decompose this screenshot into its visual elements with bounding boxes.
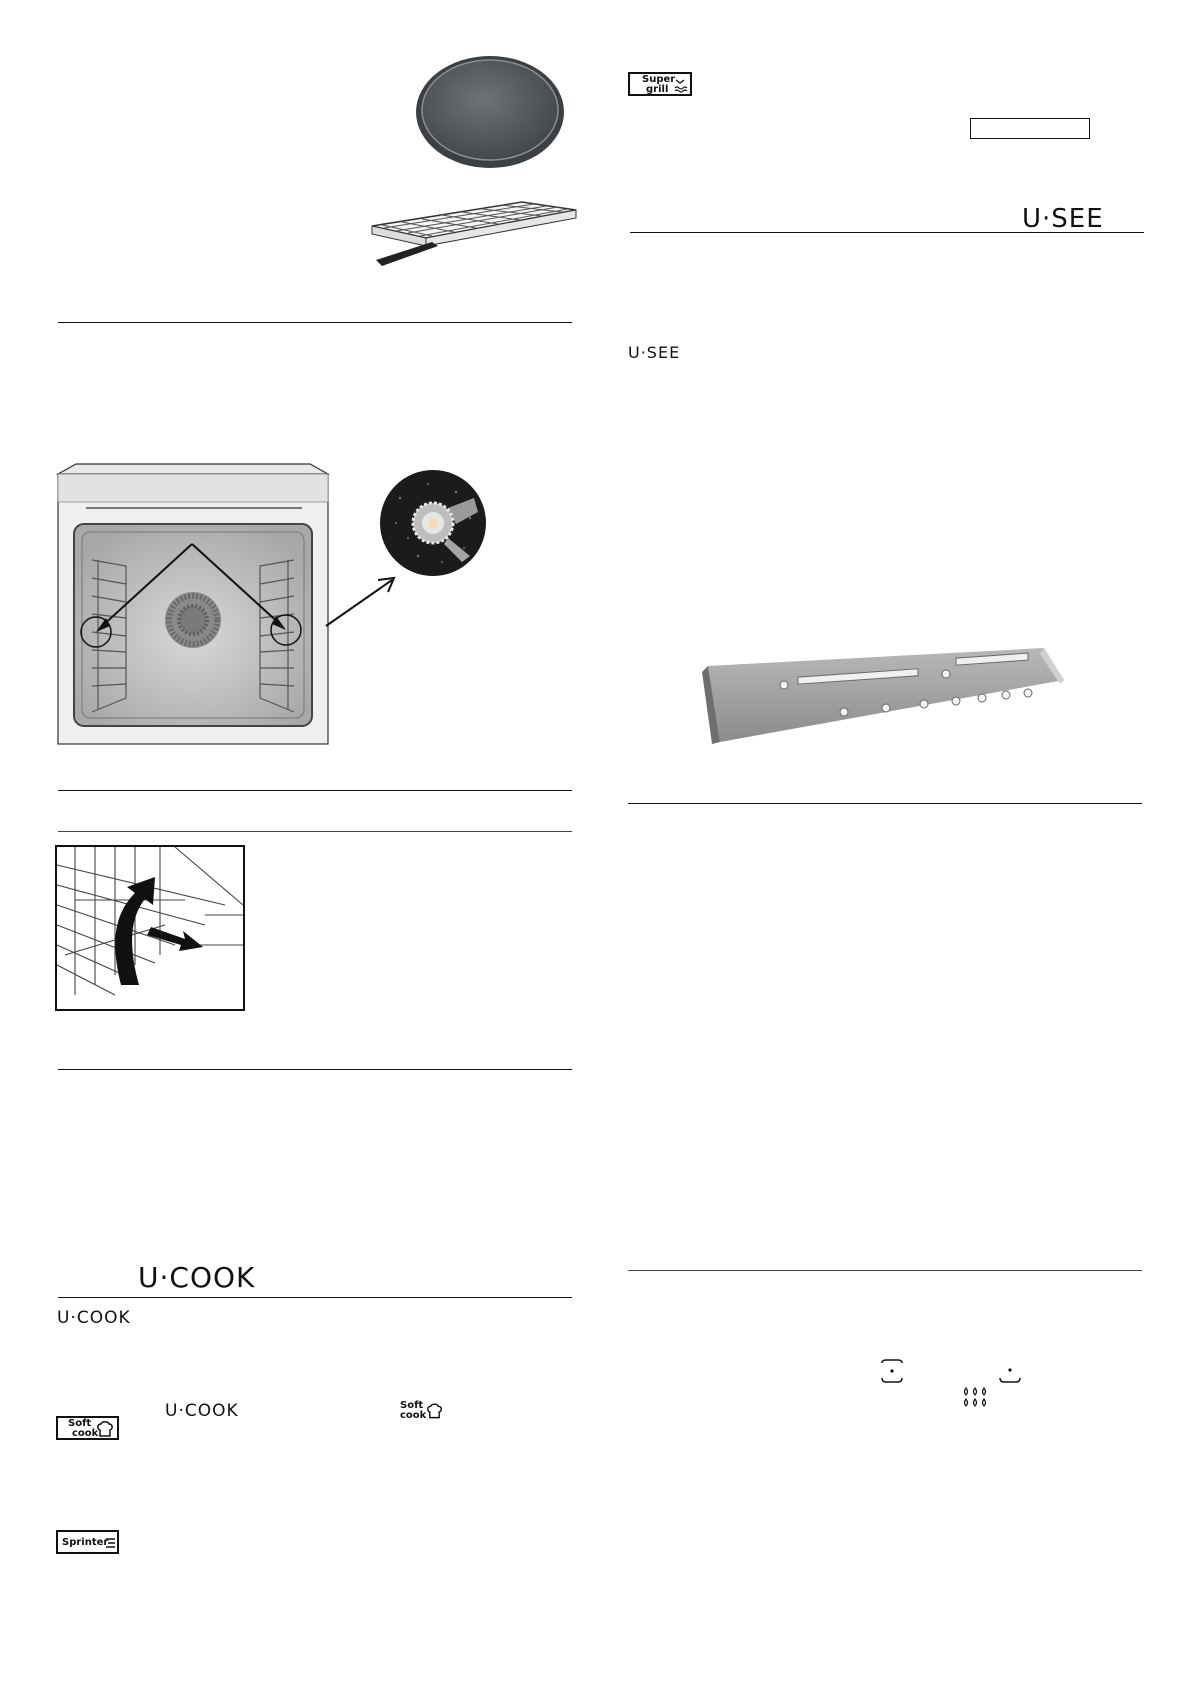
shelf-support-removal-diagram	[55, 845, 245, 1011]
speed-lines-icon	[105, 1538, 116, 1548]
ucook-inline-logo: U·COOK	[57, 1308, 131, 1328]
supergrill-badge-line2: grill	[646, 84, 669, 95]
section-divider	[628, 1270, 1142, 1271]
pointer-arrow	[320, 570, 400, 632]
sprinter-badge	[56, 1530, 119, 1554]
oven-lamp-closeup	[378, 468, 488, 578]
empty-frame-box	[970, 118, 1090, 139]
section-divider	[58, 1069, 572, 1070]
section-divider	[58, 322, 572, 323]
section-divider	[58, 790, 572, 791]
oven-cavity-diagram	[56, 462, 332, 746]
section-divider	[628, 803, 1142, 804]
chef-hat-icon	[96, 1420, 114, 1438]
top-heat-element-icon	[880, 1358, 904, 1384]
section-divider	[58, 1297, 572, 1298]
ucook-inline-logo: U·COOK	[165, 1401, 239, 1421]
bottom-heat-element-icon	[998, 1366, 1022, 1384]
steam-distributor-bar-image	[700, 642, 1066, 752]
grill-waves-icon	[674, 77, 688, 93]
round-baking-tray-image	[410, 52, 570, 172]
softcook-badge-line1: Soft	[68, 1418, 92, 1429]
softcook-inline-icon: Soft cook	[398, 1400, 444, 1422]
softcook-badge	[56, 1416, 119, 1440]
water-drops-icon	[962, 1386, 988, 1410]
supergrill-badge	[628, 72, 692, 96]
wire-grid-shelf-image	[362, 198, 580, 273]
section-divider	[58, 831, 572, 832]
supergrill-badge-line1: Super	[642, 74, 676, 85]
usee-inline-logo: U·SEE	[628, 343, 681, 362]
section-divider	[630, 232, 1144, 233]
sprinter-badge-label: Sprinter	[62, 1537, 109, 1548]
chef-hat-icon	[426, 1402, 443, 1420]
ucook-heading-logo: U·COOK	[138, 1261, 256, 1294]
usee-heading-logo: U·SEE	[1022, 204, 1104, 234]
softcook-badge-line2: cook	[72, 1428, 99, 1439]
